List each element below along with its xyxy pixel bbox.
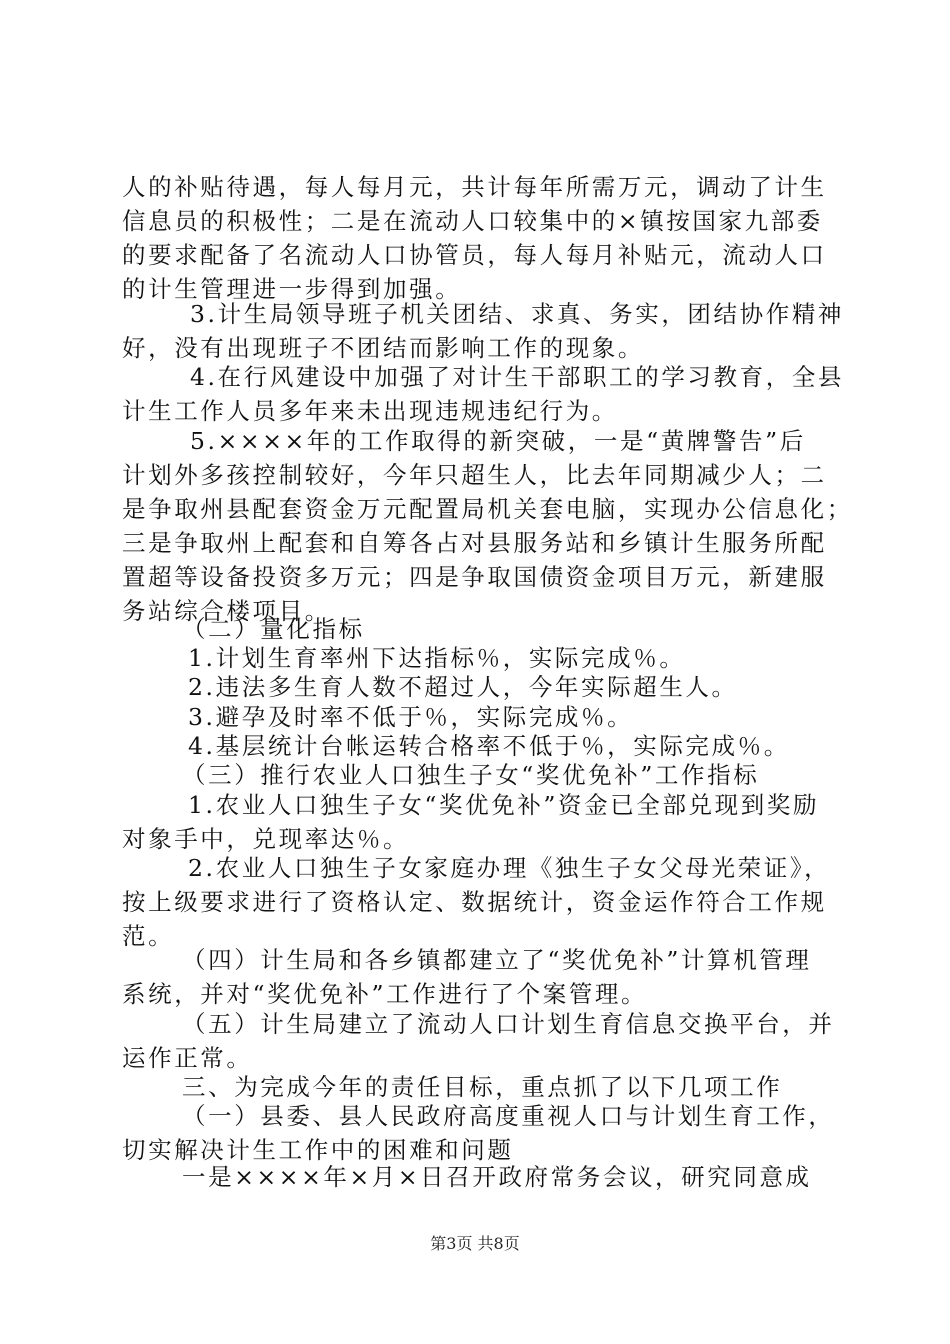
text-line: 计划外多孩控制较好，今年只超生人，比去年同期减少人；二: [122, 461, 827, 489]
text-line: 按上级要求进行了资格认定、数据统计，资金运作符合工作规: [122, 888, 827, 916]
page-number-footer: 第3页 共8页: [430, 1234, 520, 1253]
text-line: 3.避孕及时率不低于％，实际完成％。: [188, 703, 634, 731]
text-line: 1.农业人口独生子女“奖优免补”资金已全部兑现到奖励: [188, 791, 820, 819]
text-line: 5.××××年的工作取得的新突破，一是“黄牌警告”后: [190, 427, 806, 455]
text-line: 三是争取州上配套和自筹各占对县服务站和乡镇计生服务所配: [122, 529, 827, 557]
text-line: 置超等设备投资多万元；四是争取国债资金项目万元，新建服: [122, 563, 827, 591]
text-line: 人的补贴待遇，每人每月元，共计每年所需万元，调动了计生: [122, 173, 827, 201]
section-heading: 三、为完成今年的责任目标，重点抓了以下几项工作: [182, 1073, 783, 1101]
text-line: 2.农业人口独生子女家庭办理《独生子女父母光荣证》，: [188, 854, 831, 882]
text-line: 对象手中，兑现率达％。: [122, 825, 410, 853]
section-heading: （一）县委、县人民政府高度重视人口与计划生育工作，: [182, 1102, 835, 1130]
text-line: 好，没有出现班子不团结而影响工作的现象。: [122, 334, 644, 362]
text-line: 系统，并对“奖优免补”工作进行了个案管理。: [122, 980, 648, 1008]
text-line: 运作正常。: [122, 1044, 253, 1072]
text-line: 务站综合楼项目。: [122, 597, 331, 625]
text-line: 1.计划生育率州下达指标％，实际完成％。: [188, 644, 686, 672]
text-line: 3.计生局领导班子机关团结、求真、务实，团结协作精神: [190, 300, 845, 328]
text-line: 切实解决计生工作中的困难和问题: [122, 1136, 514, 1164]
text-line: 4.在行风建设中加强了对计生干部职工的学习教育，全县: [190, 363, 845, 391]
text-line: 计生工作人员多年来未出现违规违纪行为。: [122, 397, 618, 425]
text-line: 4.基层统计台帐运转合格率不低于％，实际完成％。: [188, 732, 790, 760]
section-heading: （二）量化指标: [182, 615, 365, 643]
text-line: 一是××××年×月×日召开政府常务会议，研究同意成: [182, 1163, 812, 1191]
text-line: 是争取州县配套资金万元配置局机关套电脑，实现办公信息化；: [122, 495, 853, 523]
section-heading: （四）计生局和各乡镇都建立了“奖优免补”计算机管理: [182, 946, 812, 974]
text-line: 信息员的积极性；二是在流动人口较集中的×镇按国家九部委: [122, 207, 823, 235]
text-line: 的要求配备了名流动人口协管员，每人每月补贴元，流动人口: [122, 241, 827, 269]
section-heading: （三）推行农业人口独生子女“奖优免补”工作指标: [182, 761, 760, 789]
text-line: 范。: [122, 922, 175, 950]
section-heading: （五）计生局建立了流动人口计划生育信息交换平台，并: [182, 1010, 835, 1038]
text-line: 的计生管理进一步得到加强。: [122, 275, 462, 303]
text-line: 2.违法多生育人数不超过人，今年实际超生人。: [188, 673, 738, 701]
